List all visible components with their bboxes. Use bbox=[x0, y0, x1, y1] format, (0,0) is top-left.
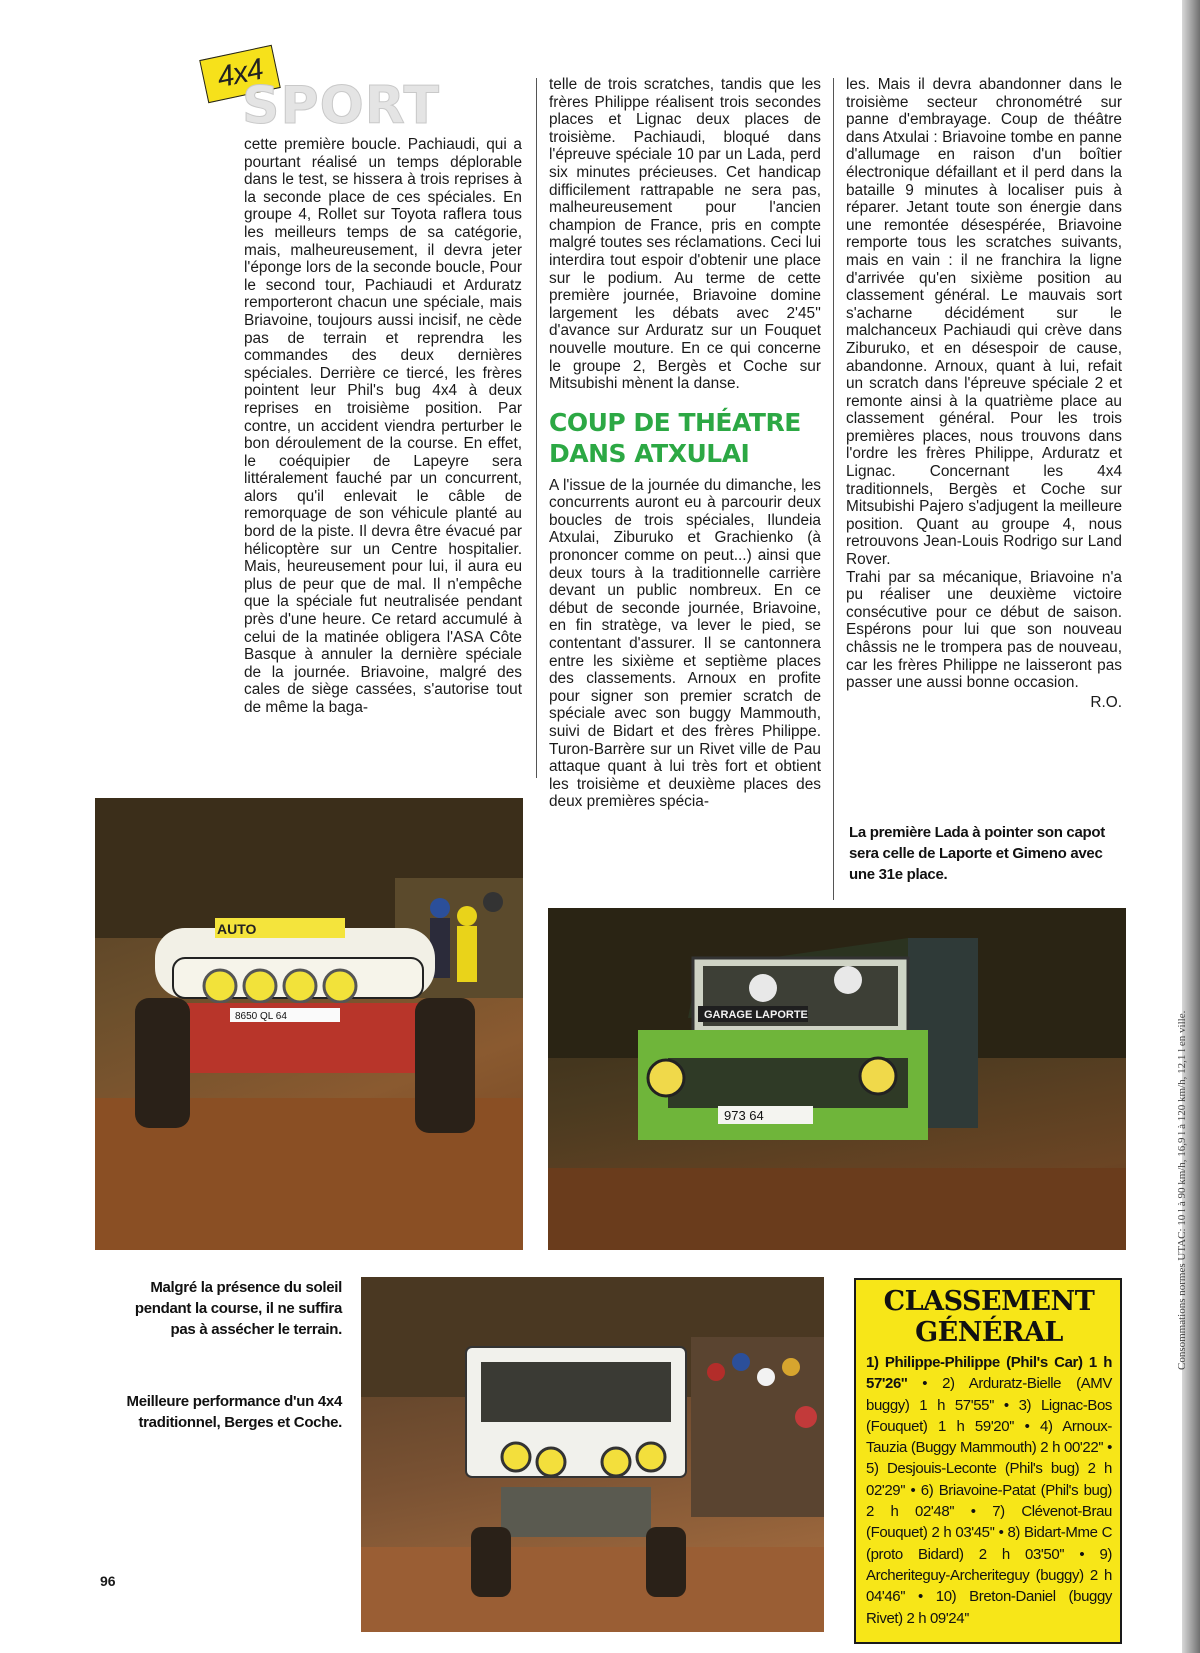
classement-title-line: GÉNÉRAL bbox=[915, 1317, 1063, 1348]
buggy-illustration bbox=[95, 798, 523, 1250]
column-rule bbox=[833, 78, 834, 900]
classement-results bbox=[866, 1352, 1112, 1629]
page-number: 96 bbox=[100, 1573, 116, 1589]
classement-title bbox=[866, 1286, 1112, 1348]
page-edge-binding bbox=[1182, 0, 1200, 1653]
subheading-line: COUP DE THÉATRE bbox=[549, 407, 801, 437]
column-rule bbox=[536, 78, 537, 778]
lada-banner: GARAGE LAPORTE bbox=[704, 1009, 808, 1021]
buggy-plate: 8650 QL 64 bbox=[235, 1011, 287, 1022]
article-column-1 bbox=[244, 136, 522, 717]
photo-pajero bbox=[361, 1277, 824, 1632]
caption-soleil: Malgré la présence du soleil pendant la course, il ne suffira pas à assécher le terrain. bbox=[134, 1279, 342, 1338]
pajero-illustration bbox=[361, 1277, 824, 1632]
article-paragraph: les. Mais il devra abandonner dans le troisième secteur chronométré sur panne d'embrayage. Coup de théâtre dans Atxulai : Briavoine tombe en panne d'allumage en raison d'un boîtier électronique défaillant et il perd dans la bataille 9 minutes à localiser puis à réparer. Jetant toute son énergie dans une remontée désespérée, Briavoine remporte tous les scratches suivants, mais en vain : il ne franchira la ligne d'arrivée qu'en sixième position au classement général. Le mauvais sort s'acharne décidément sur le malchanceux Pachiaudi qui crève dans Ziburuko, et en désespoir de cause, abandonne. Arnoux, quant à lui, refait un scratch dans l'épreuve spéciale 2 et remonte ainsi à la quatrième place au classement général. Pour les trois premières places, nous trouvons dans l'ordre les frères Philippe, Arduratz et Lignac. Concernant les 4x4 traditionnels, Bergès et Coche sur Mitsubishi Pajero s'adjugent la meilleure position. Quant au groupe 4, nous retrouvons Jean-Louis Rodrigo sur Land Rover. bbox=[846, 76, 1122, 569]
badge-label: 4x4 bbox=[214, 52, 266, 95]
article-paragraph: Trahi par sa mécanique, Briavoine n'a pu réaliser une deuxième victoire consécutive pour ce début de saison. Espérons pour lui que son nouveau châssis ne le trompera pas de nouveau, car les frères Philippe ne laisseront pas passer une aussi bonne occasion. bbox=[846, 568, 1122, 692]
article-column-3 bbox=[846, 76, 1122, 711]
article-column-2 bbox=[549, 76, 821, 811]
classement-box bbox=[854, 1278, 1122, 1644]
subheading bbox=[549, 407, 821, 469]
author-signature: R.O. bbox=[1090, 693, 1122, 711]
article-paragraph: A l'issue de la journée du dimanche, les concurrents auront eu à parcourir deux boucles de trois spéciales, Ilundeia Atxulai, Ziburuko et Grachienko (à prononcer comme on peut...) ainsi que deux tours à la traditionnelle carrière devant un public nombreux. En ce début de seconde journée, Briavoine, en fin stratège, va lever le pied, se contentant d'assurer. Il se cantonnera entre les sixième et septième places des classements. Arnoux en profite pour signer son premier scratch de spéciale avec son buggy Mammouth, suivi de Bidart et des frères Philippe. Turon-Barrère sur un Rivet ville de Pau attaque quant à lui très fort et obtient les troisième et deuxième places des deux premières spécia- bbox=[549, 476, 821, 811]
article-paragraph: cette première boucle. Pachiaudi, qui a pourtant réalisé un temps déplorable dans le test, se hissera à trois reprises à la seconde place de ces spéciales. En groupe 4, Rollet sur Toyota raflera tous les meilleurs temps de sa catégorie, mais, malheureusement, il devra jeter l'éponge lors de la seconde boucle, Pour le second tour, Pachiaudi et Arduratz remporteront chacun une spéciale, mais Briavoine, toujours aussi incisif, ne cède pas de terrain et reprendra les commandes des deux dernières spéciales. Derrière ce tiercé, les frères pointent leur Phil's bug 4x4 à deux reprises en troisième position. Par contre, un accident viendra perturber le bon déroulement de la course. En effet, le coéquipier de Lapeyre sera littéralement fauché par un concurrent, alors qu'il enlevait le câble de remorquage de son véhicule planté au bord de la piste. Il devra être évacué par hélicoptère sur un Centre hospitalier. Mais, heureusement pour lui, il aura eu plus de peur que de mal. Il n'empêche que la spéciale fut neutralisée pendant près d'une heure. Ce retard accumulé à celui de la matinée obligera l'ASA Côte Basque à annuler la dernière spéciale de la journée. Briavoine, malgré des cales de siège cassées, s'autorise tout de même la baga- bbox=[244, 136, 522, 716]
lada-illustration bbox=[548, 908, 1126, 1250]
photo-lada bbox=[548, 908, 1126, 1250]
classement-rest: • 2) Arduratz-Bielle (AMV buggy) 1 h 57'55'' • 3) Lignac-Bos (Fouquet) 1 h 59'20'' • 4) Arnoux-Tauzia (Buggy Mammouth) 2 h 00'22'' • 5) Desjouis-Leconte (Phil's bug) 2 h 02'29'' • 6) Briavoine-Patat (Phil's bug) 2 h 02'48'' • 7) Clévenot-Brau (Fouquet) 2 h 03'45'' • 8) Bidart-Mme C (proto Bidard) 2 h 03'50'' • 9) Archeriteguy-Archeriteguy (buggy) 2 h 04'46'' • 10) Breton-Daniel (buggy Rivet) 2 h 09'24'' bbox=[866, 1375, 1112, 1627]
buggy-sticker: AUTO bbox=[217, 921, 257, 937]
caption-lada: La première Lada à pointer son capot sera celle de Laporte et Gimeno avec une 31e place. bbox=[849, 824, 1105, 883]
lada-plate: 973 64 bbox=[724, 1108, 764, 1123]
consumption-note: Consommations normes UTAC: 10 l à 90 km/h, 16,9 l à 120 km/h, 12,1 l en ville. bbox=[1176, 1010, 1188, 1370]
photo-buggy bbox=[95, 798, 523, 1250]
subheading-line: DANS ATXULAI bbox=[549, 438, 750, 468]
article-paragraph: telle de trois scratches, tandis que les frères Philippe réalisent trois secondes places et Lignac deux places de troisième. Pachiaudi, bloqué dans l'épreuve spéciale 10 par un Lada, perd six minutes précieuses. Cet handicap difficilement rattrapable ne sera pas, malheureusement pour l'ancien champion de France, pris en compte malgré toutes ses réclamations. Ceci lui interdira tout espoir d'obtenir une place sur le podium. Au terme de cette première journée, Briavoine domine largement les débats avec 2'45'' d'avance sur Arduratz sur un Fouquet nouvelle mouture. En ce qui concerne le groupe 2, Bergès et Coche sur Mitsubishi mènent la danse. bbox=[549, 76, 822, 393]
caption-performance: Meilleure performance d'un 4x4 traditionnel, Berges et Coche. bbox=[126, 1393, 342, 1431]
classement-winner: 1) Philippe-Philippe (Phil's Car) 1 h 57'26'' bbox=[866, 1354, 1112, 1393]
section-title: SPORT bbox=[242, 76, 440, 136]
classement-title-line: CLASSEMENT bbox=[883, 1286, 1095, 1317]
